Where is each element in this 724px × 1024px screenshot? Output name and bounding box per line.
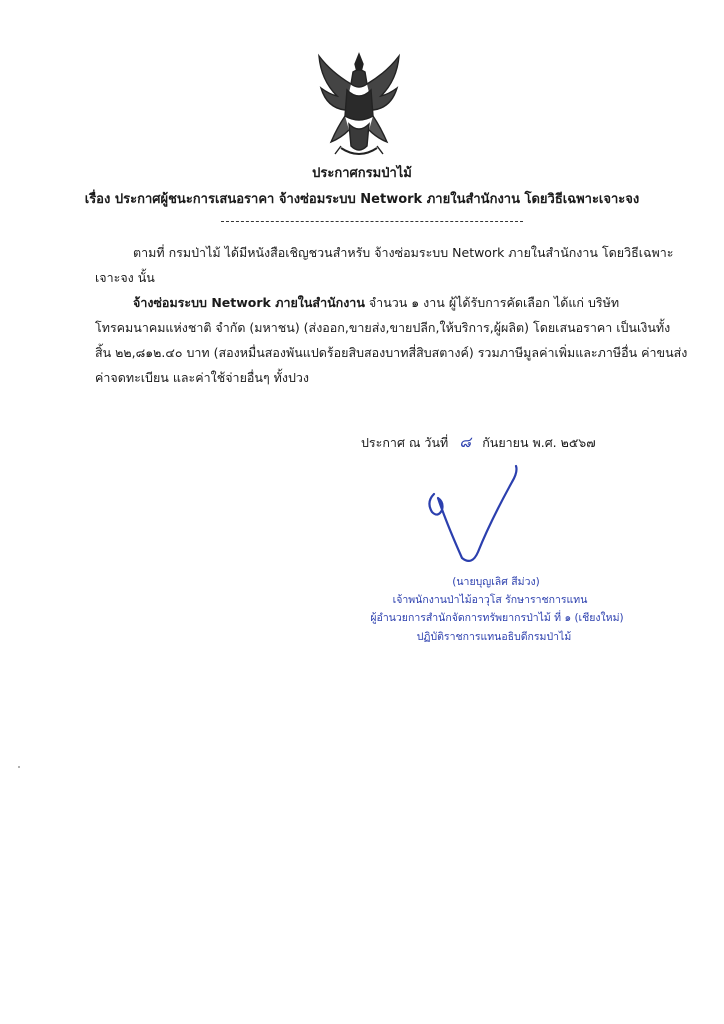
garuda-emblem-icon	[311, 50, 407, 162]
date-month-year: กันยายน พ.ศ. ๒๕๖๗	[482, 435, 596, 450]
body-line-2: เจาะจง นั้น	[95, 270, 155, 285]
separator-line	[221, 221, 523, 222]
body-line-1: ตามที่ กรมป่าไม้ ได้มีหนังสือเชิญชวนสำหรับ จ้างซ่อมระบบ Network ภายในสำนักงาน โดยวิธีเฉพาะ	[133, 245, 674, 260]
body-line-6: ค่าจดทะเบียน และค่าใช้จ่ายอื่นๆ ทั้งปวง	[95, 370, 310, 385]
body-line-5: สิ้น ๒๒,๘๑๒.๔๐ บาท (สองหมื่นสองพันแปดร้อยสิบสองบาทสี่สิบสตางค์) รวมภาษีมูลค่าเพิ่มและภาษีอื่น ค่าขนส่ง	[95, 345, 688, 360]
body-line-3-rest: จำนวน ๑ งาน ผู้ได้รับการคัดเลือก ได้แก่ บริษัท	[364, 295, 620, 310]
subject-line: เรื่อง ประกาศผู้ชนะการเสนอราคา จ้างซ่อมระบบ Network ภายในสำนักงาน โดยวิธีเฉพาะเจาะจง	[84, 192, 640, 207]
signatory-position-2: ผู้อำนวยการสำนักจัดการทรัพยากรป่าไม้ ที่ ๑ (เชียงใหม่)	[370, 612, 624, 624]
project-name: จ้างซ่อมระบบ Network ภายในสำนักงาน	[133, 295, 365, 310]
date-day: ๘	[459, 433, 471, 451]
announcement-date	[361, 430, 596, 454]
signatory-name: (นายบุญเลิศ สีม่วง)	[452, 576, 540, 588]
handwritten-signature	[420, 462, 550, 574]
body-line-4: โทรคมนาคมแห่งชาติ จำกัด (มหาชน) (ส่งออก,ขายส่ง,ขายปลีก,ให้บริการ,ผู้ผลิต) โดยเสนอราคา เป็นเงินทั้ง	[95, 320, 671, 335]
signatory-position-3: ปฏิบัติราชการแทนอธิบดีกรมป่าไม้	[416, 631, 572, 643]
date-prefix: ประกาศ ณ วันที่	[361, 435, 449, 450]
signatory-position-1: เจ้าพนักงานป่าไม้อาวุโส รักษาราชการแทน	[392, 594, 588, 606]
department-title: ประกาศกรมป่าไม้	[312, 166, 412, 181]
body-line-3	[133, 293, 619, 313]
scan-speck	[18, 766, 20, 768]
